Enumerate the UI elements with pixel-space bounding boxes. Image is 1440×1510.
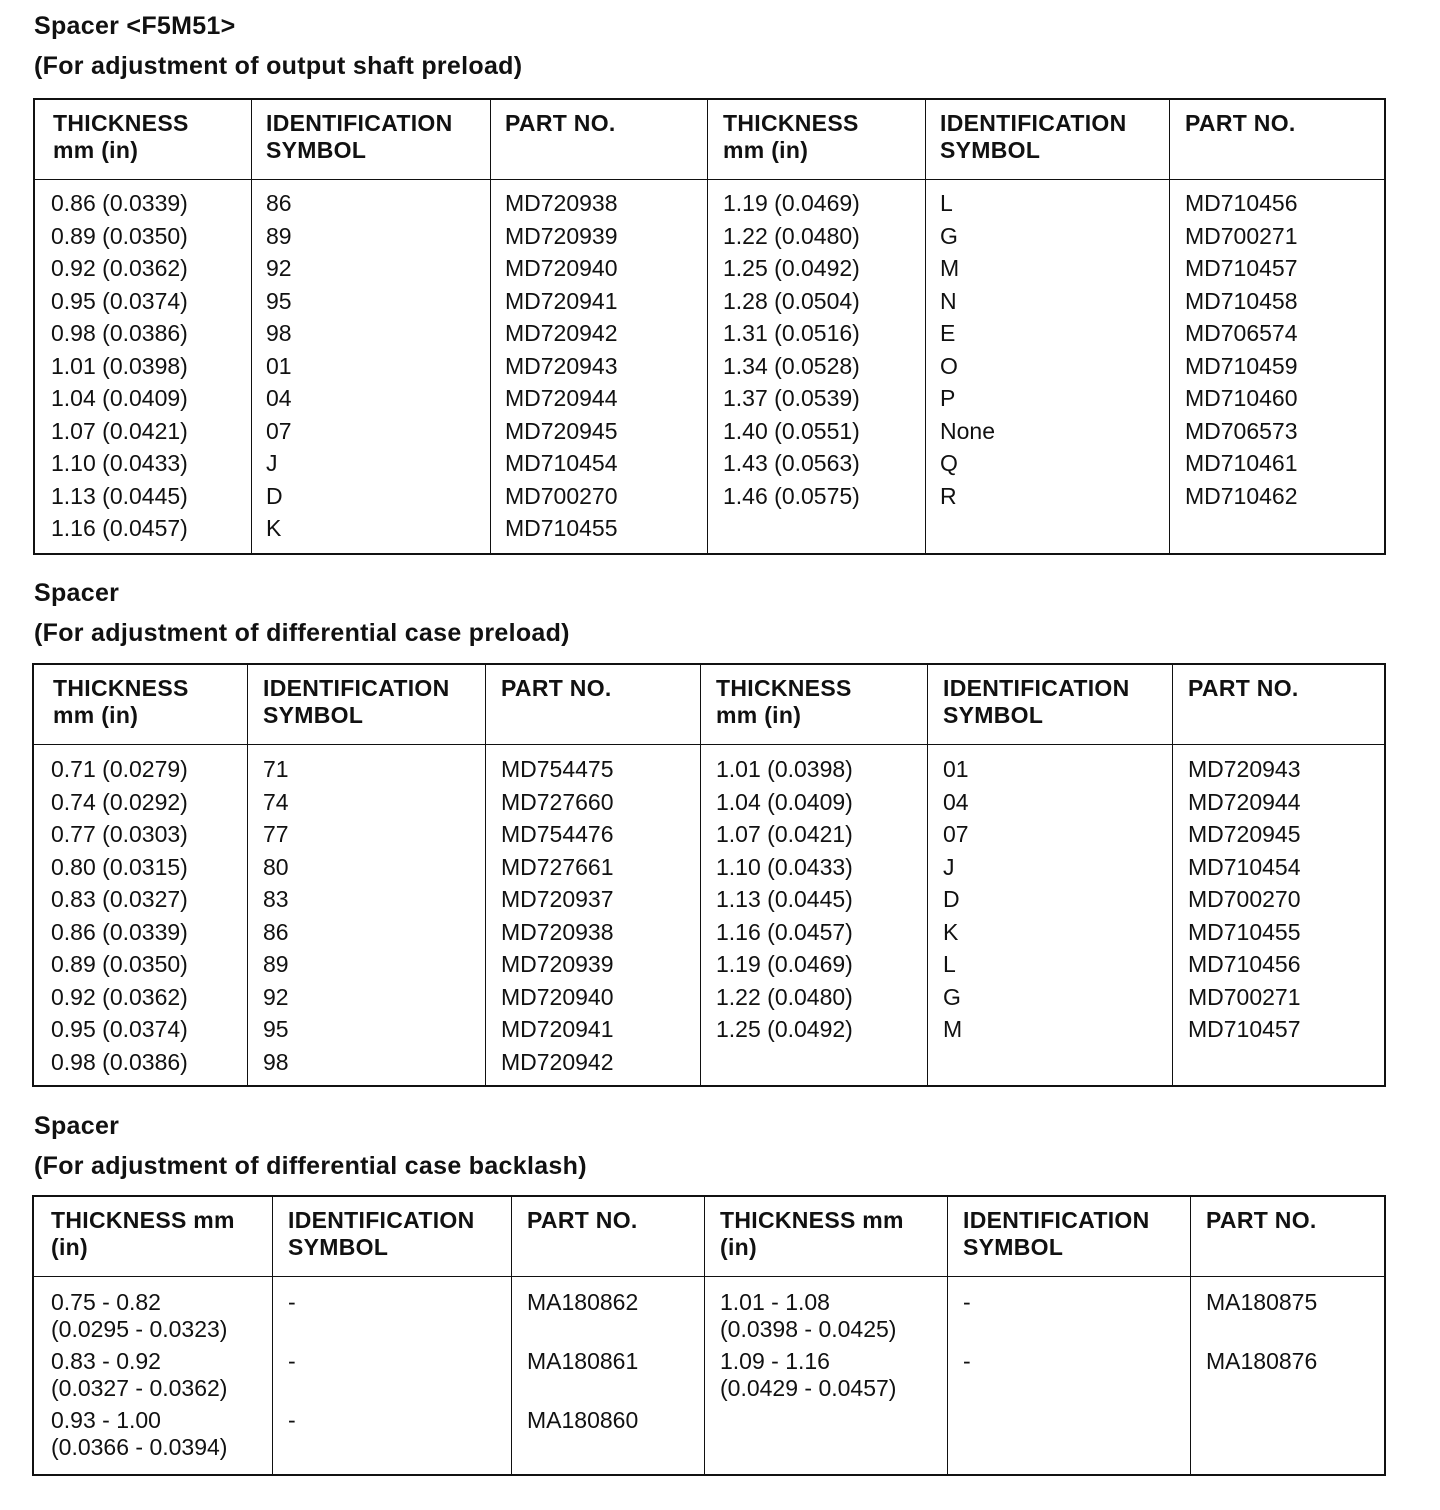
table-cell: 0.92 (0.0362) bbox=[51, 255, 188, 281]
table-cell: 0.74 (0.0292) bbox=[51, 788, 188, 815]
table-cell: 71 bbox=[263, 756, 289, 782]
table-cell: MD710455 bbox=[505, 515, 618, 541]
table-cell: 1.34 (0.0528) bbox=[723, 352, 860, 379]
table-cell: 98 bbox=[266, 320, 292, 346]
table-cell: MD700270 bbox=[505, 482, 618, 509]
table-cell: MD720941 bbox=[505, 287, 618, 314]
table-cell: MD710458 bbox=[1185, 287, 1298, 314]
table-cell: None bbox=[940, 417, 995, 444]
table-cell: 92 bbox=[263, 983, 289, 1010]
table-cell: MD710454 bbox=[505, 450, 618, 476]
left-thickness-column bbox=[51, 187, 188, 545]
header-thickness: THICKNESS mm (in) bbox=[53, 675, 189, 728]
table-cell: MA180876 bbox=[1206, 1348, 1318, 1374]
table-cell: 89 bbox=[266, 222, 292, 249]
table-cell: 0.86 (0.0339) bbox=[51, 918, 188, 945]
table-cell: 1.07 (0.0421) bbox=[51, 417, 188, 444]
table-cell: 1.16 (0.0457) bbox=[716, 918, 853, 945]
table-cell: MD754475 bbox=[501, 756, 614, 782]
table-cell: R bbox=[940, 482, 957, 509]
header-thickness: THICKNESS mm (in) bbox=[723, 110, 859, 163]
table-cell: MD727660 bbox=[501, 788, 614, 815]
table-cell: MD720943 bbox=[505, 352, 618, 379]
right-thickness-column bbox=[716, 753, 853, 1046]
table-cell: MA180875 bbox=[1206, 1289, 1318, 1315]
table-cell: 1.43 (0.0563) bbox=[723, 450, 860, 476]
table-cell: 0.93 - 1.00 (0.0366 - 0.0394) bbox=[51, 1407, 228, 1460]
table-cell: 1.01 (0.0398) bbox=[716, 756, 853, 782]
table-cell: 1.01 (0.0398) bbox=[51, 352, 188, 379]
table-cell: 98 bbox=[263, 1048, 289, 1075]
table-cell: 04 bbox=[943, 788, 969, 815]
table-cell: M bbox=[940, 255, 960, 281]
table-cell: G bbox=[943, 983, 961, 1010]
table-cell: 1.10 (0.0433) bbox=[716, 853, 853, 880]
right-symbol-column bbox=[963, 1289, 971, 1407]
table-cell: MD710456 bbox=[1185, 190, 1298, 216]
table-cell: 1.22 (0.0480) bbox=[723, 222, 860, 249]
differential-case-backlash-table bbox=[32, 1195, 1386, 1476]
left-thickness-column bbox=[51, 1289, 227, 1466]
table-cell: MD720940 bbox=[505, 255, 618, 281]
header-identification-symbol: IDENTIFICATION SYMBOL bbox=[266, 110, 453, 163]
table-cell: 1.01 - 1.08 (0.0398 - 0.0425) bbox=[720, 1289, 897, 1342]
table-cell: MD720945 bbox=[1188, 821, 1301, 847]
table-cell: 01 bbox=[943, 756, 969, 782]
table-cell: J bbox=[943, 853, 955, 880]
header-part-no: PART NO. bbox=[1185, 110, 1296, 136]
table-cell: MD700271 bbox=[1188, 983, 1301, 1010]
section-3-title: Spacer bbox=[34, 1112, 120, 1140]
left-thickness-column bbox=[51, 753, 188, 1078]
table-cell: 1.22 (0.0480) bbox=[716, 983, 853, 1010]
header-identification-symbol: IDENTIFICATION SYMBOL bbox=[963, 1207, 1150, 1260]
table-cell: 0.80 (0.0315) bbox=[51, 853, 188, 880]
table-cell: MD710457 bbox=[1188, 1016, 1301, 1042]
section-2-subtitle: (For adjustment of differential case preload) bbox=[34, 619, 570, 647]
table-cell: MD720941 bbox=[501, 1016, 614, 1042]
table-cell: MD720940 bbox=[501, 983, 614, 1010]
table-cell: - bbox=[963, 1289, 971, 1315]
table-cell: 1.16 (0.0457) bbox=[51, 515, 188, 541]
table-cell: 1.19 (0.0469) bbox=[716, 951, 853, 977]
table-cell: MA180860 bbox=[527, 1407, 639, 1433]
table-cell: J bbox=[266, 450, 278, 476]
header-part-no: PART NO. bbox=[1206, 1207, 1317, 1233]
table-cell: - bbox=[288, 1407, 296, 1433]
table-cell: 1.07 (0.0421) bbox=[716, 821, 853, 847]
table-cell: 1.31 (0.0516) bbox=[723, 320, 860, 346]
table-cell: 77 bbox=[263, 821, 289, 847]
table-cell: 1.04 (0.0409) bbox=[51, 385, 188, 411]
table-cell: MD710455 bbox=[1188, 918, 1301, 945]
table-cell: MD720942 bbox=[505, 320, 618, 346]
section-1-subtitle: (For adjustment of output shaft preload) bbox=[34, 52, 523, 80]
table-cell: P bbox=[940, 385, 956, 411]
table-cell: MD710457 bbox=[1185, 255, 1298, 281]
table-cell: - bbox=[288, 1289, 296, 1315]
table-cell: 1.37 (0.0539) bbox=[723, 385, 860, 411]
table-cell: 86 bbox=[263, 918, 289, 945]
header-part-no: PART NO. bbox=[505, 110, 616, 136]
header-thickness: THICKNESS mm (in) bbox=[53, 110, 189, 163]
left-symbol-column bbox=[266, 187, 292, 545]
table-cell: 07 bbox=[266, 417, 292, 444]
left-symbol-column bbox=[263, 753, 289, 1078]
table-cell: MD720945 bbox=[505, 417, 618, 444]
table-cell: 95 bbox=[266, 287, 292, 314]
table-cell: 1.09 - 1.16 (0.0429 - 0.0457) bbox=[720, 1348, 897, 1401]
table-cell: L bbox=[940, 190, 953, 216]
table-cell: MD710460 bbox=[1185, 385, 1298, 411]
right-part-column bbox=[1188, 753, 1301, 1046]
table-cell: 1.40 (0.0551) bbox=[723, 417, 860, 444]
table-cell: 0.98 (0.0386) bbox=[51, 1048, 188, 1075]
table-cell: M bbox=[943, 1016, 963, 1042]
left-part-column bbox=[501, 753, 614, 1078]
table-cell: MD710456 bbox=[1188, 951, 1301, 977]
table-cell: MD727661 bbox=[501, 853, 614, 880]
output-shaft-preload-table bbox=[33, 98, 1386, 555]
table-cell: G bbox=[940, 222, 958, 249]
right-thickness-column bbox=[723, 187, 860, 512]
table-cell: 0.98 (0.0386) bbox=[51, 320, 188, 346]
table-cell: 1.19 (0.0469) bbox=[723, 190, 860, 216]
left-part-column bbox=[527, 1289, 638, 1466]
table-cell: D bbox=[266, 482, 283, 509]
table-cell: 0.95 (0.0374) bbox=[51, 287, 188, 314]
table-cell: K bbox=[266, 515, 282, 541]
section-1-title: Spacer <F5M51> bbox=[34, 12, 236, 40]
table-cell: 80 bbox=[263, 853, 289, 880]
table-cell: 0.95 (0.0374) bbox=[51, 1016, 188, 1042]
table-cell: MD720942 bbox=[501, 1048, 614, 1075]
table-cell: 83 bbox=[263, 886, 289, 912]
table-cell: O bbox=[940, 352, 958, 379]
table-cell: 0.86 (0.0339) bbox=[51, 190, 188, 216]
header-identification-symbol: IDENTIFICATION SYMBOL bbox=[943, 675, 1130, 728]
table-cell: Q bbox=[940, 450, 958, 476]
table-cell: 0.92 (0.0362) bbox=[51, 983, 188, 1010]
table-cell: MD710459 bbox=[1185, 352, 1298, 379]
table-cell: 1.25 (0.0492) bbox=[716, 1016, 853, 1042]
left-part-column bbox=[505, 187, 618, 545]
table-cell: 04 bbox=[266, 385, 292, 411]
table-cell: 1.13 (0.0445) bbox=[51, 482, 188, 509]
header-part-no: PART NO. bbox=[1188, 675, 1299, 701]
right-part-column bbox=[1206, 1289, 1317, 1407]
table-cell: 0.89 (0.0350) bbox=[51, 951, 188, 977]
left-symbol-column bbox=[288, 1289, 296, 1466]
table-cell: 0.83 - 0.92 (0.0327 - 0.0362) bbox=[51, 1348, 228, 1401]
table-cell: MD720937 bbox=[501, 886, 614, 912]
differential-case-preload-table bbox=[32, 663, 1386, 1087]
table-cell: 1.13 (0.0445) bbox=[716, 886, 853, 912]
table-cell: 1.25 (0.0492) bbox=[723, 255, 860, 281]
table-cell: MD754476 bbox=[501, 821, 614, 847]
table-cell: 1.28 (0.0504) bbox=[723, 287, 860, 314]
table-cell: MD710462 bbox=[1185, 482, 1298, 509]
table-cell: 0.71 (0.0279) bbox=[51, 756, 188, 782]
table-cell: 89 bbox=[263, 951, 289, 977]
table-cell: 0.89 (0.0350) bbox=[51, 222, 188, 249]
table-cell: L bbox=[943, 951, 956, 977]
header-part-no: PART NO. bbox=[527, 1207, 638, 1233]
section-3-subtitle: (For adjustment of differential case backlash) bbox=[34, 1152, 587, 1180]
table-cell: 1.04 (0.0409) bbox=[716, 788, 853, 815]
table-cell: 1.10 (0.0433) bbox=[51, 450, 188, 476]
table-cell: MD706574 bbox=[1185, 320, 1298, 346]
table-cell: MD720938 bbox=[505, 190, 618, 216]
table-cell: MD720939 bbox=[501, 951, 614, 977]
header-part-no: PART NO. bbox=[501, 675, 612, 701]
table-cell: N bbox=[940, 287, 957, 314]
header-identification-symbol: IDENTIFICATION SYMBOL bbox=[263, 675, 450, 728]
header-identification-symbol: IDENTIFICATION SYMBOL bbox=[940, 110, 1127, 163]
table-cell: MD720944 bbox=[1188, 788, 1301, 815]
table-cell: MD700271 bbox=[1185, 222, 1298, 249]
right-symbol-column bbox=[943, 753, 969, 1046]
header-identification-symbol: IDENTIFICATION SYMBOL bbox=[288, 1207, 475, 1260]
table-cell: 0.83 (0.0327) bbox=[51, 886, 188, 912]
table-cell: - bbox=[963, 1348, 971, 1374]
table-cell: 07 bbox=[943, 821, 969, 847]
table-cell: 92 bbox=[266, 255, 292, 281]
table-cell: MD710454 bbox=[1188, 853, 1301, 880]
table-cell: MD720944 bbox=[505, 385, 618, 411]
table-cell: MD720943 bbox=[1188, 756, 1301, 782]
header-thickness: THICKNESS mm (in) bbox=[720, 1207, 904, 1260]
right-thickness-column bbox=[720, 1289, 896, 1407]
table-cell: 74 bbox=[263, 788, 289, 815]
table-cell: MA180861 bbox=[527, 1348, 639, 1374]
table-cell: 0.75 - 0.82 (0.0295 - 0.0323) bbox=[51, 1289, 228, 1342]
header-thickness: THICKNESS mm (in) bbox=[716, 675, 852, 728]
table-cell: 1.46 (0.0575) bbox=[723, 482, 860, 509]
section-2-title: Spacer bbox=[34, 579, 120, 607]
table-cell: MD706573 bbox=[1185, 417, 1298, 444]
table-cell: MD720938 bbox=[501, 918, 614, 945]
table-cell: E bbox=[940, 320, 956, 346]
table-cell: - bbox=[288, 1348, 296, 1374]
table-cell: MD720939 bbox=[505, 222, 618, 249]
table-cell: 86 bbox=[266, 190, 292, 216]
table-cell: 0.77 (0.0303) bbox=[51, 821, 188, 847]
header-thickness: THICKNESS mm (in) bbox=[51, 1207, 235, 1260]
table-cell: MD710461 bbox=[1185, 450, 1298, 476]
right-part-column bbox=[1185, 187, 1298, 512]
table-cell: MA180862 bbox=[527, 1289, 639, 1315]
table-cell: MD700270 bbox=[1188, 886, 1301, 912]
table-cell: D bbox=[943, 886, 960, 912]
right-symbol-column bbox=[940, 187, 995, 512]
table-cell: 01 bbox=[266, 352, 292, 379]
table-cell: 95 bbox=[263, 1016, 289, 1042]
table-cell: K bbox=[943, 918, 959, 945]
